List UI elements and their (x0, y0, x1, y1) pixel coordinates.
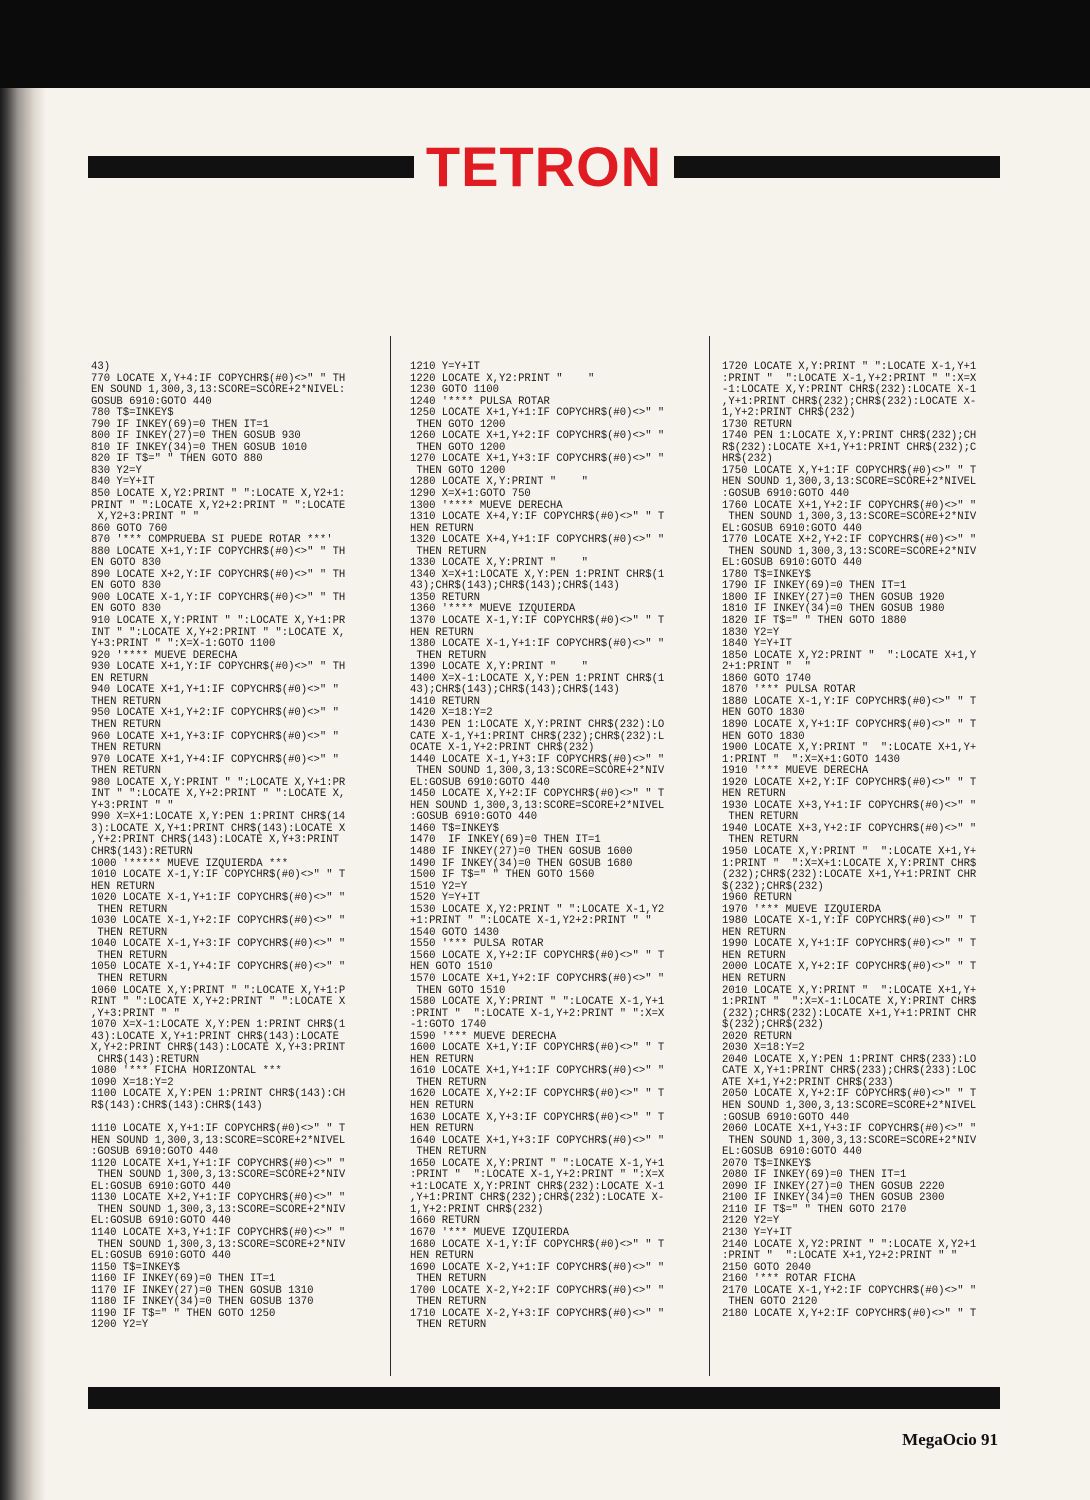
column-divider-2 (709, 336, 710, 1376)
code-line: HEN RETURN (722, 972, 786, 985)
code-line: 2040 LOCATE X,Y:PEN 1:PRINT CHR$(233):LO (722, 1053, 977, 1066)
code-line: EL:GOSUB 6910:GOTO 440 (91, 1215, 231, 1228)
code-line: 1360 '**** MUEVE IZQUIERDA (410, 603, 576, 616)
code-line: 1,Y+2:PRINT CHR$(232) (722, 407, 856, 420)
code-line: 1750 LOCATE X,Y+1:IF COPYCHR$(#0)<>" " T (722, 464, 977, 477)
code-line: 1260 LOCATE X+1,Y+2:IF COPYCHR$(#0)<>" " (410, 430, 665, 443)
code-line: 1420 X=18:Y=2 (410, 707, 493, 720)
code-line: CHR$(143):RETURN (91, 1053, 200, 1066)
code-line: 1640 LOCATE X+1,Y+3:IF COPYCHR$(#0)<>" " (410, 1134, 665, 1147)
code-line: 43);CHR$(143);CHR$(143);CHR$(143) (410, 580, 620, 593)
title-rule-left (88, 156, 414, 178)
code-line: 930 LOCATE X+1,Y:IF COPYCHR$(#0)<>" " TH (91, 661, 346, 674)
code-line: GOSUB 6910:GOTO 440 (91, 395, 212, 408)
code-line: THEN RETURN (410, 1273, 487, 1286)
code-line: Y+3:PRINT " " (91, 799, 174, 812)
code-line: 2150 GOTO 2040 (722, 1261, 812, 1274)
code-line: 2090 IF INKEY(27)=0 THEN GOSUB 2220 (722, 1180, 945, 1193)
code-line: 1520 Y=Y+IT (410, 892, 480, 905)
code-line: THEN GOTO 2120 (722, 1296, 818, 1309)
code-line: 960 LOCATE X+1,Y+3:IF COPYCHR$(#0)<>" " (91, 730, 339, 743)
code-line: 890 LOCATE X+2,Y:IF COPYCHR$(#0)<>" " TH (91, 568, 346, 581)
code-line: 810 IF INKEY(34)=0 THEN GOSUB 1010 (91, 441, 308, 454)
code-line: 1910 '*** MUEVE DERECHA (722, 765, 869, 778)
code-line: 1190 IF T$=" " THEN GOTO 1250 (91, 1307, 276, 1320)
code-line: 1410 RETURN (410, 695, 480, 708)
code-column-1 (91, 362, 383, 1362)
code-line: HEN GOTO 1510 (410, 961, 493, 974)
code-line: HR$(232) (722, 453, 773, 466)
code-line: THEN SOUND 1,300,3,13:SCORE=SCORE+2*NIV (410, 765, 665, 778)
code-line: 1710 LOCATE X-2,Y+3:IF COPYCHR$(#0)<>" " (410, 1307, 665, 1320)
code-line: 1170 IF INKEY(27)=0 THEN GOSUB 1310 (91, 1284, 314, 1297)
code-line: THEN RETURN (410, 1146, 487, 1159)
code-line: THEN RETURN (91, 903, 168, 916)
code-line: 1440 LOCATE X-1,Y+3:IF COPYCHR$(#0)<>" " (410, 753, 665, 766)
code-line: 820 IF T$=" " THEN GOTO 880 (91, 453, 263, 466)
code-line: EL:GOSUB 6910:GOTO 440 (91, 1250, 231, 1263)
code-line: THEN GOTO 1200 (410, 441, 506, 454)
code-line: INT " ":LOCATE X,Y+2:PRINT " ":LOCATE X, (91, 626, 346, 639)
title-rule-right (674, 156, 1000, 178)
code-line: 1780 T$=INKEY$ (722, 568, 812, 581)
article-title: TETRON (425, 135, 663, 198)
code-line: ,Y+1:PRINT CHR$(232);CHR$(232):LOCATE X- (410, 1192, 665, 1205)
title-banner (88, 135, 1000, 198)
code-line: ,Y+1:PRINT CHR$(232);CHR$(232):LOCATE X- (722, 395, 977, 408)
code-line: THEN RETURN (91, 695, 161, 708)
code-line: ,Y+2:PRINT CHR$(143):LOCATE X,Y+3:PRINT (91, 834, 339, 847)
code-line: :GOSUB 6910:GOTO 440 (722, 488, 850, 501)
code-line: PRINT " ":LOCATE X,Y2+2:PRINT " ":LOCATE (91, 499, 346, 512)
code-line: 1550 '*** PULSA ROTAR (410, 938, 544, 951)
code-line: THEN SOUND 1,300,3,13:SCORE=SCORE+2*NIV (91, 1203, 346, 1216)
code-line: 1300 '**** MUEVE DERECHA (410, 499, 563, 512)
code-line: 2180 LOCATE X,Y+2:IF COPYCHR$(#0)<>" " T (722, 1307, 977, 1320)
code-line: 1840 Y=Y+IT (722, 638, 792, 651)
code-line: EN GOTO 830 (91, 580, 161, 593)
code-line: 1220 LOCATE X,Y2:PRINT " " (410, 372, 595, 385)
code-line: 1870 '*** PULSA ROTAR (722, 684, 856, 697)
code-line: 1570 LOCATE X+1,Y+2:IF COPYCHR$(#0)<>" " (410, 972, 665, 985)
code-line: 1040 LOCATE X-1,Y+3:IF COPYCHR$(#0)<>" " (91, 938, 346, 951)
code-line: 2070 T$=INKEY$ (722, 1157, 812, 1170)
code-line: 940 LOCATE X+1,Y+1:IF COPYCHR$(#0)<>" " (91, 684, 339, 697)
code-line: 2020 RETURN (722, 1030, 792, 1043)
code-line: EN GOTO 830 (91, 603, 161, 616)
code-line: 1900 LOCATE X,Y:PRINT " ":LOCATE X+1,Y+ (722, 742, 977, 755)
code-line: ,Y+3:PRINT " " (91, 1007, 181, 1020)
code-line: THEN SOUND 1,300,3,13:SCORE=SCORE+2*NIV (91, 1238, 346, 1251)
code-line: HEN RETURN (410, 522, 474, 535)
code-line: 1920 LOCATE X+2,Y:IF COPYCHR$(#0)<>" " T (722, 776, 977, 789)
code-line: 870 '*** COMPRUEBA SI PUEDE ROTAR ***' (91, 534, 333, 547)
code-line: 1000 '***** MUEVE IZQUIERDA *** (91, 857, 289, 870)
code-line: 1020 LOCATE X-1,Y+1:IF COPYCHR$(#0)<>" " (91, 892, 346, 905)
code-line: 1820 IF T$=" " THEN GOTO 1880 (722, 615, 907, 628)
code-line: HEN SOUND 1,300,3,13:SCORE=SCORE+2*NIVEL (722, 1100, 977, 1112)
code-line: R$(232):LOCATE X+1,Y+1:PRINT CHR$(232);C (722, 441, 977, 454)
code-line: CHR$(143):RETURN (91, 845, 193, 858)
code-line: 1700 LOCATE X-2,Y+2:IF COPYCHR$(#0)<>" " (410, 1284, 665, 1297)
code-line: HEN RETURN (410, 1123, 474, 1136)
code-line: 880 LOCATE X+1,Y:IF COPYCHR$(#0)<>" " TH (91, 545, 346, 558)
code-line: THEN RETURN (722, 834, 799, 847)
code-line: 2050 LOCATE X,Y+2:IF COPYCHR$(#0)<>" " T (722, 1088, 977, 1101)
code-line: HEN RETURN (410, 626, 474, 639)
code-line: EL:GOSUB 6910:GOTO 440 (722, 557, 862, 570)
code-line: 920 '**** MUEVE DERECHA (91, 649, 238, 662)
code-line: 1130 LOCATE X+2,Y+1:IF COPYCHR$(#0)<>" " (91, 1192, 346, 1205)
code-line: HEN RETURN (722, 949, 786, 962)
code-line: THEN GOTO 1510 (410, 984, 506, 997)
code-line: THEN SOUND 1,300,3,13:SCORE=SCORE+2*NIV (722, 1134, 977, 1147)
code-line: 1660 RETURN (410, 1215, 480, 1228)
code-line: 1610 LOCATE X+1,Y+1:IF COPYCHR$(#0)<>" " (410, 1065, 665, 1078)
code-line: HEN RETURN (91, 880, 155, 893)
code-column-3 (722, 362, 996, 1362)
code-line: ATE X+1,Y+2:PRINT CHR$(233) (722, 1076, 894, 1089)
code-line: 1970 '*** MUEVE IZQUIERDA (722, 903, 881, 916)
code-line: THEN RETURN (91, 949, 168, 962)
code-line: THEN SOUND 1,300,3,13:SCORE=SCORE+2*NIV (722, 511, 977, 524)
code-line: OCATE X-1,Y+2:PRINT CHR$(232) (410, 742, 595, 755)
code-line: 900 LOCATE X-1,Y:IF COPYCHR$(#0)<>" " TH (91, 591, 346, 604)
code-line: 1670 '*** MUEVE IZQUIERDA (410, 1227, 569, 1240)
code-line: +1:PRINT " ":LOCATE X-1,Y2+2:PRINT " " (410, 915, 652, 928)
code-line: 1730 RETURN (722, 418, 792, 431)
code-line: 1770 LOCATE X+2,Y+2:IF COPYCHR$(#0)<>" " (722, 534, 977, 547)
code-line: HEN GOTO 1830 (722, 707, 805, 720)
code-line: 2+1:PRINT " " (722, 661, 812, 674)
code-line: 1390 LOCATE X,Y:PRINT " " (410, 661, 589, 674)
code-line: 1480 IF INKEY(27)=0 THEN GOSUB 1600 (410, 845, 633, 858)
code-line: 2010 LOCATE X,Y:PRINT " ":LOCATE X+1,Y+ (722, 984, 977, 997)
code-line: 1500 IF T$=" " THEN GOTO 1560 (410, 869, 595, 882)
code-line: :GOSUB 6910:GOTO 440 (410, 811, 538, 824)
code-line: 990 X=X+1:LOCATE X,Y:PEN 1:PRINT CHR$(14 (91, 811, 346, 824)
code-line: 1380 LOCATE X-1,Y+1:IF COPYCHR$(#0)<>" " (410, 638, 665, 651)
code-line: 1290 X=X+1:GOTO 750 (410, 488, 531, 501)
code-line: RINT " ":LOCATE X,Y+2:PRINT " ":LOCATE X (91, 996, 346, 1009)
code-line: THEN RETURN (91, 765, 161, 778)
code-line: 860 GOTO 760 (91, 522, 168, 535)
code-line: 1460 T$=INKEY$ (410, 822, 500, 835)
code-line: 1530 LOCATE X,Y2:PRINT " ":LOCATE X-1,Y2 (410, 903, 665, 916)
code-line: 2000 LOCATE X,Y+2:IF COPYCHR$(#0)<>" " T (722, 961, 977, 974)
code-line: 1140 LOCATE X+3,Y+1:IF COPYCHR$(#0)<>" " (91, 1227, 346, 1240)
code-line: HEN RETURN (722, 788, 786, 801)
code-line: THEN GOTO 1200 (410, 418, 506, 431)
code-column-2 (410, 362, 708, 1362)
code-line: :GOSUB 6910:GOTO 440 (722, 1111, 850, 1124)
code-line: 1370 LOCATE X-1,Y:IF COPYCHR$(#0)<>" " T (410, 615, 665, 628)
code-line: 850 LOCATE X,Y2:PRINT " ":LOCATE X,Y2+1: (91, 488, 346, 501)
code-line: 1050 LOCATE X-1,Y+4:IF COPYCHR$(#0)<>" " (91, 961, 346, 974)
code-line: (232);CHR$(232):LOCATE X+1,Y+1:PRINT CHR (722, 869, 977, 882)
code-line: 1740 PEN 1:LOCATE X,Y:PRINT CHR$(232);CH (722, 430, 977, 443)
code-line: 1590 '*** MUEVE DERECHA (410, 1030, 557, 1043)
code-line: 1150 T$=INKEY$ (91, 1261, 181, 1274)
code-line: 1980 LOCATE X-1,Y:IF COPYCHR$(#0)<>" " T (722, 915, 977, 928)
code-line: 1,Y+2:PRINT CHR$(232) (410, 1203, 544, 1216)
code-line: THEN RETURN (410, 545, 487, 558)
code-line: THEN RETURN (91, 926, 168, 939)
code-line: 1760 LOCATE X+1,Y+2:IF COPYCHR$(#0)<>" " (722, 499, 977, 512)
code-line: :PRINT " ":LOCATE X-1,Y+2:PRINT " ":X=X (410, 1169, 665, 1182)
code-line: -1:GOTO 1740 (410, 1019, 487, 1032)
code-line: THEN RETURN (722, 811, 799, 824)
code-line: 1340 X=X+1:LOCATE X,Y:PEN 1:PRINT CHR$(1 (410, 568, 665, 581)
code-line: EL:GOSUB 6910:GOTO 440 (91, 1180, 231, 1193)
code-line: 1580 LOCATE X,Y:PRINT " ":LOCATE X-1,Y+1 (410, 996, 665, 1009)
code-line: CATE X-1,Y+1:PRINT CHR$(232);CHR$(232):L (410, 730, 665, 743)
code-line: 2060 LOCATE X+1,Y+3:IF COPYCHR$(#0)<>" " (722, 1123, 977, 1136)
code-line: 2140 LOCATE X,Y2:PRINT " ":LOCATE X,Y2+1 (722, 1238, 977, 1251)
code-line: -1:LOCATE X,Y:PRINT CHR$(232):LOCATE X-1 (722, 384, 977, 397)
code-line: +1:LOCATE X,Y:PRINT CHR$(232):LOCATE X-1 (410, 1180, 665, 1193)
code-line: EN SOUND 1,300,3,13:SCORE=SCORE+2*NIVEL: (91, 384, 346, 397)
code-line: 1810 IF INKEY(34)=0 THEN GOSUB 1980 (722, 603, 945, 616)
code-line: 1720 LOCATE X,Y:PRINT " ":LOCATE X-1,Y+1 (722, 361, 977, 373)
code-line: $(232);CHR$(232) (722, 1019, 824, 1032)
code-line: $(232);CHR$(232) (722, 880, 824, 893)
code-line: 2120 Y2=Y (722, 1215, 780, 1228)
code-line: 1650 LOCATE X,Y:PRINT " ":LOCATE X-1,Y+1 (410, 1157, 665, 1170)
code-line: 2160 '*** ROTAR FICHA (722, 1273, 856, 1286)
code-line: 910 LOCATE X,Y:PRINT " ":LOCATE X,Y+1:PR (91, 615, 346, 628)
code-line: 1250 LOCATE X+1,Y+1:IF COPYCHR$(#0)<>" " (410, 407, 665, 420)
code-line: 950 LOCATE X+1,Y+2:IF COPYCHR$(#0)<>" " (91, 707, 339, 720)
code-line: 770 LOCATE X,Y+4:IF COPYCHR$(#0)<>" " TH (91, 372, 346, 385)
code-line: 1280 LOCATE X,Y:PRINT " " (410, 476, 589, 489)
code-line: THEN RETURN (410, 1296, 487, 1309)
code-line: 1:PRINT " ":X=X+1:GOTO 1430 (722, 753, 901, 766)
code-line: THEN GOTO 1200 (410, 464, 506, 477)
column-divider-1 (390, 336, 391, 1376)
code-line: 1070 X=X-1:LOCATE X,Y:PEN 1:PRINT CHR$(1 (91, 1019, 346, 1032)
code-line: HEN SOUND 1,300,3,13:SCORE=SCORE+2*NIVEL (722, 476, 977, 489)
code-line: 2130 Y=Y+IT (722, 1227, 792, 1240)
code-line: 1470 IF INKEY(69)=0 THEN IT=1 (410, 834, 601, 847)
code-line: 1320 LOCATE X+4,Y+1:IF COPYCHR$(#0)<>" " (410, 534, 665, 547)
code-line: 1120 LOCATE X+1,Y+1:IF COPYCHR$(#0)<>" " (91, 1157, 346, 1170)
code-line: THEN RETURN (91, 742, 161, 755)
code-line: HEN RETURN (410, 1053, 474, 1066)
code-line: 1270 LOCATE X+1,Y+3:IF COPYCHR$(#0)<>" " (410, 453, 665, 466)
code-line: 2170 LOCATE X-1,Y+2:IF COPYCHR$(#0)<>" " (722, 1284, 977, 1297)
page-footer: MegaOcio 91 (902, 1430, 998, 1449)
code-line: 1:PRINT " ":X=X-1:LOCATE X,Y:PRINT CHR$ (722, 996, 977, 1009)
code-line: HEN GOTO 1830 (722, 730, 805, 743)
bottom-rule (88, 1387, 1000, 1409)
code-line: 1400 X=X-1:LOCATE X,Y:PEN 1:PRINT CHR$(1 (410, 672, 665, 685)
code-line: INT " ":LOCATE X,Y+2:PRINT " ":LOCATE X, (91, 788, 346, 801)
code-line: EL:GOSUB 6910:GOTO 440 (722, 522, 862, 535)
code-line: 1110 LOCATE X,Y+1:IF COPYCHR$(#0)<>" " T (91, 1123, 346, 1136)
code-line: 1080 '*** FICHA HORIZONTAL *** (91, 1065, 282, 1078)
code-line: (232);CHR$(232):LOCATE X+1,Y+1:PRINT CHR (722, 1007, 977, 1020)
code-line: X,Y+2:PRINT CHR$(143):LOCATE X,Y+3:PRINT (91, 1042, 346, 1055)
code-line: THEN SOUND 1,300,3,13:SCORE=SCORE+2*NIV (91, 1169, 346, 1182)
code-line: 1690 LOCATE X-2,Y+1:IF COPYCHR$(#0)<>" " (410, 1261, 665, 1274)
code-line: 2030 X=18:Y=2 (722, 1042, 805, 1055)
code-line: :GOSUB 6910:GOTO 440 (91, 1146, 219, 1159)
code-line: 1330 LOCATE X,Y:PRINT " " (410, 557, 589, 570)
page-spine-shadow (0, 88, 46, 1500)
code-line: 800 IF INKEY(27)=0 THEN GOSUB 930 (91, 430, 301, 443)
code-line: 1800 IF INKEY(27)=0 THEN GOSUB 1920 (722, 591, 945, 604)
code-line: 1350 RETURN (410, 591, 480, 604)
code-line: 1030 LOCATE X-1,Y+2:IF COPYCHR$(#0)<>" " (91, 915, 346, 928)
code-line: :PRINT " ":LOCATE X-1,Y+2:PRINT " ":X=X (722, 372, 977, 385)
code-line: 1940 LOCATE X+3,Y+2:IF COPYCHR$(#0)<>" " (722, 822, 977, 835)
code-line: 1990 LOCATE X,Y+1:IF COPYCHR$(#0)<>" " T (722, 938, 977, 951)
code-line: R$(143):CHR$(143):CHR$(143) (91, 1100, 263, 1112)
code-line: EL:GOSUB 6910:GOTO 440 (722, 1146, 862, 1159)
code-line: 1540 GOTO 1430 (410, 926, 500, 939)
code-line: 43):LOCATE X,Y+1:PRINT CHR$(143):LOCATE (91, 1030, 339, 1043)
code-line: THEN RETURN (410, 1319, 487, 1332)
code-line: 2080 IF INKEY(69)=0 THEN IT=1 (722, 1169, 907, 1182)
code-line: 1890 LOCATE X,Y+1:IF COPYCHR$(#0)<>" " T (722, 718, 977, 731)
code-line: HEN RETURN (410, 1100, 474, 1112)
code-line: 1790 IF INKEY(69)=0 THEN IT=1 (722, 580, 907, 593)
code-line: 1180 IF INKEY(34)=0 THEN GOSUB 1370 (91, 1296, 314, 1309)
code-line: 1510 Y2=Y (410, 880, 468, 893)
code-line: 1450 LOCATE X,Y+2:IF COPYCHR$(#0)<>" " T (410, 788, 665, 801)
code-line: THEN RETURN (410, 649, 487, 662)
code-line: 1090 X=18:Y=2 (91, 1076, 174, 1089)
code-line: 1680 LOCATE X-1,Y:IF COPYCHR$(#0)<>" " T (410, 1238, 665, 1251)
code-line: 1060 LOCATE X,Y:PRINT " ":LOCATE X,Y+1:P (91, 984, 346, 997)
code-line: THEN RETURN (410, 1076, 487, 1089)
code-line: THEN RETURN (91, 718, 161, 731)
code-line: 1880 LOCATE X-1,Y:IF COPYCHR$(#0)<>" " T (722, 695, 977, 708)
code-line: HEN SOUND 1,300,3,13:SCORE=SCORE+2*NIVEL (410, 799, 665, 812)
code-line: 830 Y2=Y (91, 464, 142, 477)
code-line: 1560 LOCATE X,Y+2:IF COPYCHR$(#0)<>" " T (410, 949, 665, 962)
code-line: 1930 LOCATE X+3,Y+1:IF COPYCHR$(#0)<>" " (722, 799, 977, 812)
code-line: 2110 IF T$=" " THEN GOTO 2170 (722, 1203, 907, 1216)
code-line: 980 LOCATE X,Y:PRINT " ":LOCATE X,Y+1:PR (91, 776, 346, 789)
code-line: 1:PRINT " ":X=X+1:LOCATE X,Y:PRINT CHR$ (722, 857, 977, 870)
code-line: 1430 PEN 1:LOCATE X,Y:PRINT CHR$(232):LO (410, 718, 665, 731)
code-line: 1490 IF INKEY(34)=0 THEN GOSUB 1680 (410, 857, 633, 870)
code-line: 1860 GOTO 1740 (722, 672, 812, 685)
code-line: 1100 LOCATE X,Y:PEN 1:PRINT CHR$(143):CH (91, 1088, 346, 1101)
code-line: :PRINT " ":LOCATE X+1,Y2+2:PRINT " " (722, 1250, 958, 1263)
code-line: EL:GOSUB 6910:GOTO 440 (410, 776, 550, 789)
code-line: 1200 Y2=Y (91, 1319, 149, 1332)
code-line: 2100 IF INKEY(34)=0 THEN GOSUB 2300 (722, 1192, 945, 1205)
code-line: 43) (91, 361, 111, 373)
code-line: 1160 IF INKEY(69)=0 THEN IT=1 (91, 1273, 276, 1286)
code-line: :PRINT " ":LOCATE X-1,Y+2:PRINT " ":X=X (410, 1007, 665, 1020)
code-line: HEN RETURN (722, 926, 786, 939)
code-line: 1600 LOCATE X+1,Y:IF COPYCHR$(#0)<>" " T (410, 1042, 665, 1055)
code-line: 3):LOCATE X,Y+1:PRINT CHR$(143):LOCATE X (91, 822, 346, 835)
code-line: 1010 LOCATE X-1,Y:IF COPYCHR$(#0)<>" " T (91, 869, 346, 882)
code-line: 1850 LOCATE X,Y2:PRINT " ":LOCATE X+1,Y (722, 649, 977, 662)
code-line: EN RETURN (91, 672, 149, 685)
code-line: 1960 RETURN (722, 892, 792, 905)
code-line: CATE X,Y+1:PRINT CHR$(233);CHR$(233):LOC (722, 1065, 977, 1078)
code-line: HEN RETURN (410, 1250, 474, 1263)
code-line: 1230 GOTO 1100 (410, 384, 500, 397)
code-line: THEN SOUND 1,300,3,13:SCORE=SCORE+2*NIV (722, 545, 977, 558)
code-line: EN GOTO 830 (91, 557, 161, 570)
code-line: 790 IF INKEY(69)=0 THEN IT=1 (91, 418, 270, 431)
code-line: X,Y2+3:PRINT " " (91, 511, 200, 524)
code-line: 1620 LOCATE X,Y+2:IF COPYCHR$(#0)<>" " T (410, 1088, 665, 1101)
code-line: 1240 '**** PULSA ROTAR (410, 395, 550, 408)
code-line: 1950 LOCATE X,Y:PRINT " ":LOCATE X+1,Y+ (722, 845, 977, 858)
code-line: 1210 Y=Y+IT (410, 361, 480, 373)
code-line: 43);CHR$(143);CHR$(143);CHR$(143) (410, 684, 620, 697)
code-line: HEN SOUND 1,300,3,13:SCORE=SCORE+2*NIVEL (91, 1134, 346, 1147)
code-line: 1630 LOCATE X,Y+3:IF COPYCHR$(#0)<>" " T (410, 1111, 665, 1124)
code-line: Y+3:PRINT " ":X=X-1:GOTO 1100 (91, 638, 276, 651)
code-line: 780 T$=INKEY$ (91, 407, 174, 420)
code-line: 1830 Y2=Y (722, 626, 780, 639)
code-line: 840 Y=Y+IT (91, 476, 155, 489)
code-line: 1310 LOCATE X+4,Y:IF COPYCHR$(#0)<>" " T (410, 511, 665, 524)
code-line: THEN RETURN (91, 972, 168, 985)
code-line: 970 LOCATE X+1,Y+4:IF COPYCHR$(#0)<>" " (91, 753, 339, 766)
